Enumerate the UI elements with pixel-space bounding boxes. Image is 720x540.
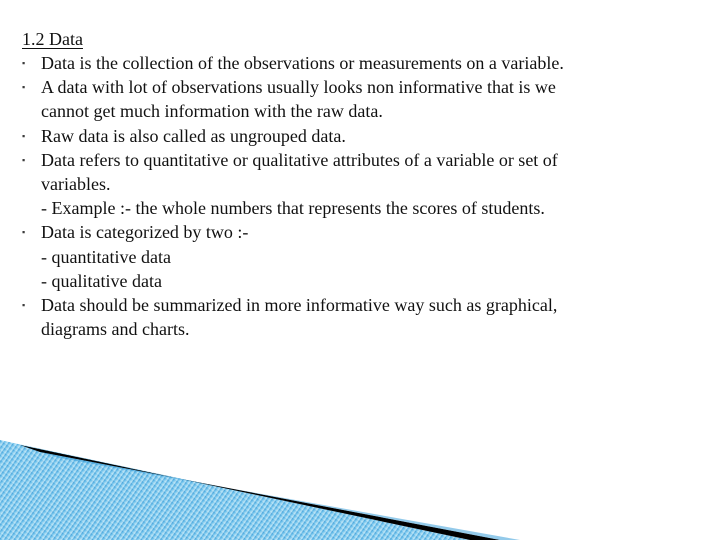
bullet-text-line: - quantitative data: [41, 246, 171, 267]
slide-title: 1.2 Data: [22, 29, 83, 49]
bullet-text-line: cannot get much information with the raw data.: [41, 101, 383, 122]
bullet-square-icon: ▪: [22, 300, 26, 311]
bullet-item: [22, 220, 702, 293]
bullet-text-line: Raw data is also called as ungrouped data.: [41, 125, 346, 146]
bullet-square-icon: ▪: [22, 154, 26, 165]
bullet-square-icon: ▪: [22, 82, 26, 93]
bullet-item: [22, 75, 702, 123]
bullet-square-icon: ▪: [22, 58, 26, 68]
bullet-text-line: - Example :- the whole numbers that represents the scores of students.: [41, 198, 545, 219]
slide-content: [22, 27, 702, 341]
bullet-text-line: Data is the collection of the observations or measurements on a variable.: [41, 53, 564, 73]
bullet-text-line: Data is categorized by two :-: [41, 222, 249, 243]
bullet-item: [22, 51, 702, 75]
bullet-text-line: - qualitative data: [41, 270, 162, 291]
bullet-text-line: diagrams and charts.: [41, 319, 190, 340]
bullet-list: [22, 51, 702, 341]
bullet-item: [22, 124, 702, 148]
bullet-text-line: variables.: [41, 174, 111, 195]
bullet-text-line: A data with lot of observations usually looks non informative that is we: [41, 77, 556, 98]
bullet-item: [22, 293, 702, 341]
bullet-square-icon: ▪: [22, 130, 26, 141]
footer-decoration: [0, 440, 720, 540]
bullet-text-line: Data should be summarized in more informative way such as graphical,: [41, 295, 558, 316]
bullet-square-icon: ▪: [22, 227, 26, 238]
bullet-item: [22, 148, 702, 221]
bullet-text-line: Data refers to quantitative or qualitative attributes of a variable or set of: [41, 149, 558, 170]
